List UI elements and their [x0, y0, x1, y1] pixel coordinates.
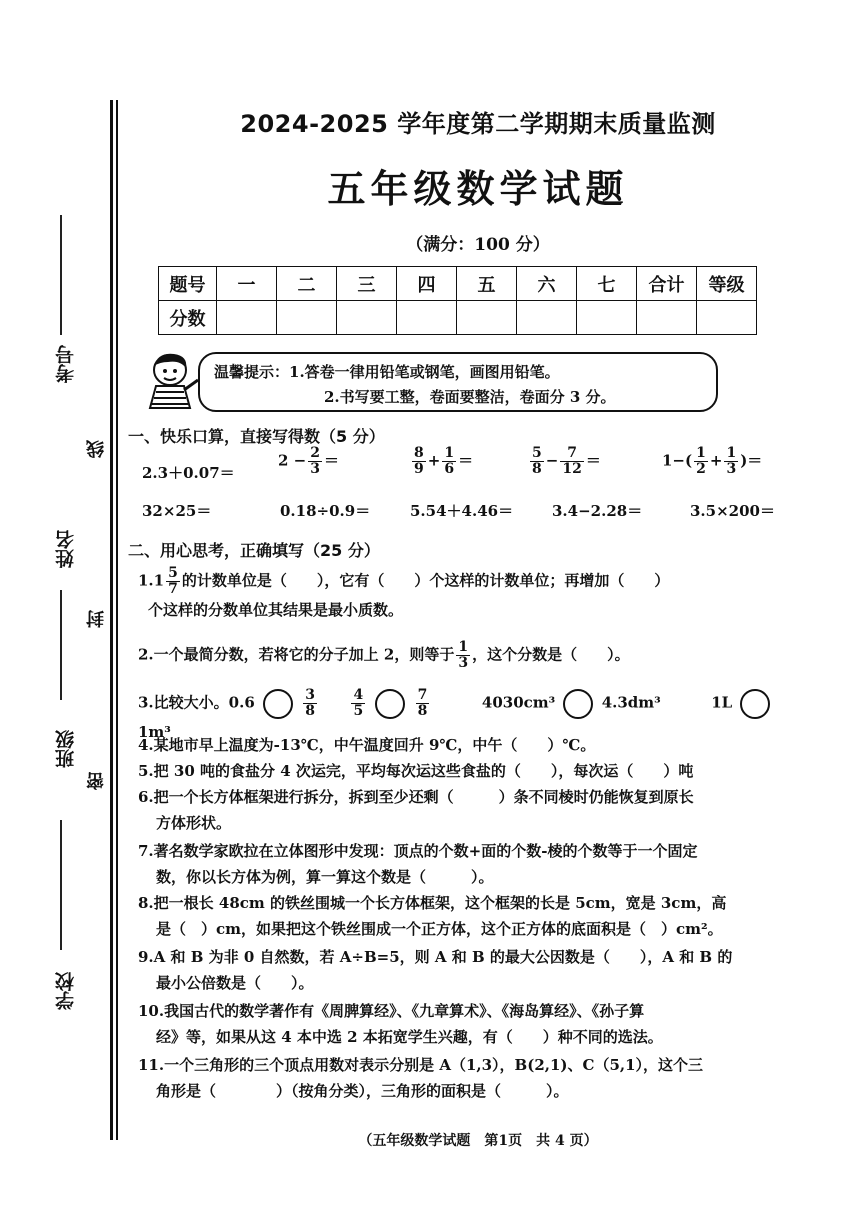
compare-circle[interactable] — [375, 689, 405, 719]
score-input-cell[interactable] — [337, 301, 397, 335]
class-blank[interactable] — [60, 820, 62, 950]
binding-line-inner — [116, 100, 118, 1140]
calc-item-d: $\frac{5}{8}$ − $\frac{7}{12}$ ＝ — [532, 445, 601, 477]
calc-item-h: 5.54＋4.46＝ — [410, 502, 514, 520]
question-7: 7.著名数学家欧拉在立体图形中发现：顶点的个数+面的个数-棱的个数等于一个固定 数，你以长方体为例，算一算这个数是（ ）。 — [138, 842, 698, 886]
question-3: 3.比较大小。0.6 $\frac{3}{8}$ $\frac{4}{5}$ $\frac{7}{8}$ 4030cm³ 4.3dm³ 1L 1m³ — [138, 688, 798, 745]
score-cell: 二 — [277, 267, 337, 301]
compare-circle[interactable] — [740, 689, 770, 719]
exam-no-label: 考号 — [55, 345, 77, 383]
score-cell: 等级 — [697, 267, 757, 301]
full-score: （满分：100 分） — [406, 235, 550, 255]
calc-item-j: 3.5×200＝ — [690, 502, 775, 520]
question-1: 1.1 $\frac{5}{7}$ 的计数单位是（ ），它有（ ）个这样的计数单位；再增加（ ） 个这样的分数单位其结果是最小质数。 — [138, 565, 670, 619]
score-row-label: 分数 — [159, 301, 217, 335]
compare-circle[interactable] — [263, 689, 293, 719]
calc-item-g: 0.18÷0.9＝ — [280, 502, 371, 520]
tip-line-2: 2.书写要工整，卷面要整洁，卷面分 3 分。 — [324, 388, 616, 406]
question-8: 8.把一根长 48cm 的铁丝围城一个长方体框架，这个框架的长是 5cm，宽是 3cm，高 是（ ）cm，如果把这个铁丝围成一个正方体，这个正方体的底面积是（ ）cm²。 — [138, 894, 727, 938]
score-cell: 四 — [397, 267, 457, 301]
calc-item-b: 2 − $\frac{2}{3}$ ＝ — [278, 445, 339, 477]
score-input-cell[interactable] — [517, 301, 577, 335]
score-cell: 合计 — [637, 267, 697, 301]
tips-box — [198, 352, 718, 412]
question-4: 4.某地市早上温度为-13℃，中午温度回升 9℃，中午（ ）℃。 — [138, 736, 596, 754]
question-9: 9.A 和 B 为非 0 自然数，若 A÷B=5，则 A 和 B 的最大公因数是（ ），A 和 B 的 最小公倍数是（ ）。 — [138, 948, 733, 992]
score-table-value-row — [159, 301, 757, 335]
binding-line — [110, 100, 113, 1140]
score-input-cell[interactable] — [397, 301, 457, 335]
page-footer: （五年级数学试题 第1页 共 4 页） — [358, 1133, 598, 1149]
calc-item-c: $\frac{8}{9}$ + $\frac{1}{6}$ ＝ — [414, 445, 474, 477]
question-5: 5.把 30 吨的食盐分 4 次运完，平均每次运这些食盐的（ ），每次运（ ）吨 — [138, 762, 694, 780]
score-input-cell[interactable] — [217, 301, 277, 335]
class-label: 班级 — [55, 730, 77, 768]
seal-char-secret: 密 — [86, 772, 107, 790]
seal-char-seal: 封 — [86, 610, 107, 628]
score-input-cell[interactable] — [637, 301, 697, 335]
score-table — [158, 266, 757, 335]
score-input-cell[interactable] — [697, 301, 757, 335]
exam-no-blank[interactable] — [60, 215, 62, 335]
tip-line-1: 温馨提示：1.答卷一律用铅笔或钢笔，画图用铅笔。 — [214, 363, 560, 381]
seal-char-line: 线 — [86, 440, 107, 458]
section-2-title: 二、用心思考，正确填写（25 分） — [128, 541, 380, 560]
score-cell: 五 — [457, 267, 517, 301]
name-label: 姓名 — [55, 530, 77, 568]
question-10: 10.我国古代的数学著作有《周脾算经》、《九章算术》、《海岛算经》、《孙子算 经》等，如果从这 4 本中选 2 本拓宽学生兴趣，有（ ）种不同的选法。 — [138, 1002, 663, 1046]
score-cell: 六 — [517, 267, 577, 301]
score-input-cell[interactable] — [277, 301, 337, 335]
question-6: 6.把一个长方体框架进行拆分，拆到至少还剩（ ）条不同棱时仍能恢复到原长 方体形状。 — [138, 788, 694, 832]
name-blank[interactable] — [60, 590, 62, 700]
score-cell: 一 — [217, 267, 277, 301]
section-1-title: 一、快乐口算，直接写得数（5 分） — [128, 427, 385, 446]
score-cell: 七 — [577, 267, 637, 301]
question-2: 2.一个最简分数，若将它的分子加上 2，则等于 $\frac{1}{3}$ ，这个分数是（ ）。 — [138, 639, 630, 671]
score-input-cell[interactable] — [577, 301, 637, 335]
score-input-cell[interactable] — [457, 301, 517, 335]
student-cartoon-icon — [144, 350, 200, 410]
school-label: 学校 — [55, 972, 77, 1010]
calc-item-a: 2.3＋0.07＝ — [142, 464, 235, 482]
exam-main-title: 五年级数学试题 — [327, 167, 629, 211]
binding-margin — [0, 0, 130, 1217]
calc-item-e: 1−( $\frac{1}{2}$ + $\frac{1}{3}$ )＝ — [662, 445, 763, 477]
score-table-header-row — [159, 267, 757, 301]
score-cell: 题号 — [159, 267, 217, 301]
exam-year-title: 2024-2025 学年度第二学期期末质量监测 — [240, 110, 716, 138]
calc-item-f: 32×25＝ — [142, 502, 212, 520]
question-11: 11.一个三角形的三个顶点用数对表示分别是 A（1,3），B(2,1)、C（5,1），这个三 角形是（ ）（按角分类），三角形的面积是（ ）。 — [138, 1056, 704, 1100]
score-cell: 三 — [337, 267, 397, 301]
compare-circle[interactable] — [563, 689, 593, 719]
calc-item-i: 3.4−2.28＝ — [552, 502, 643, 520]
